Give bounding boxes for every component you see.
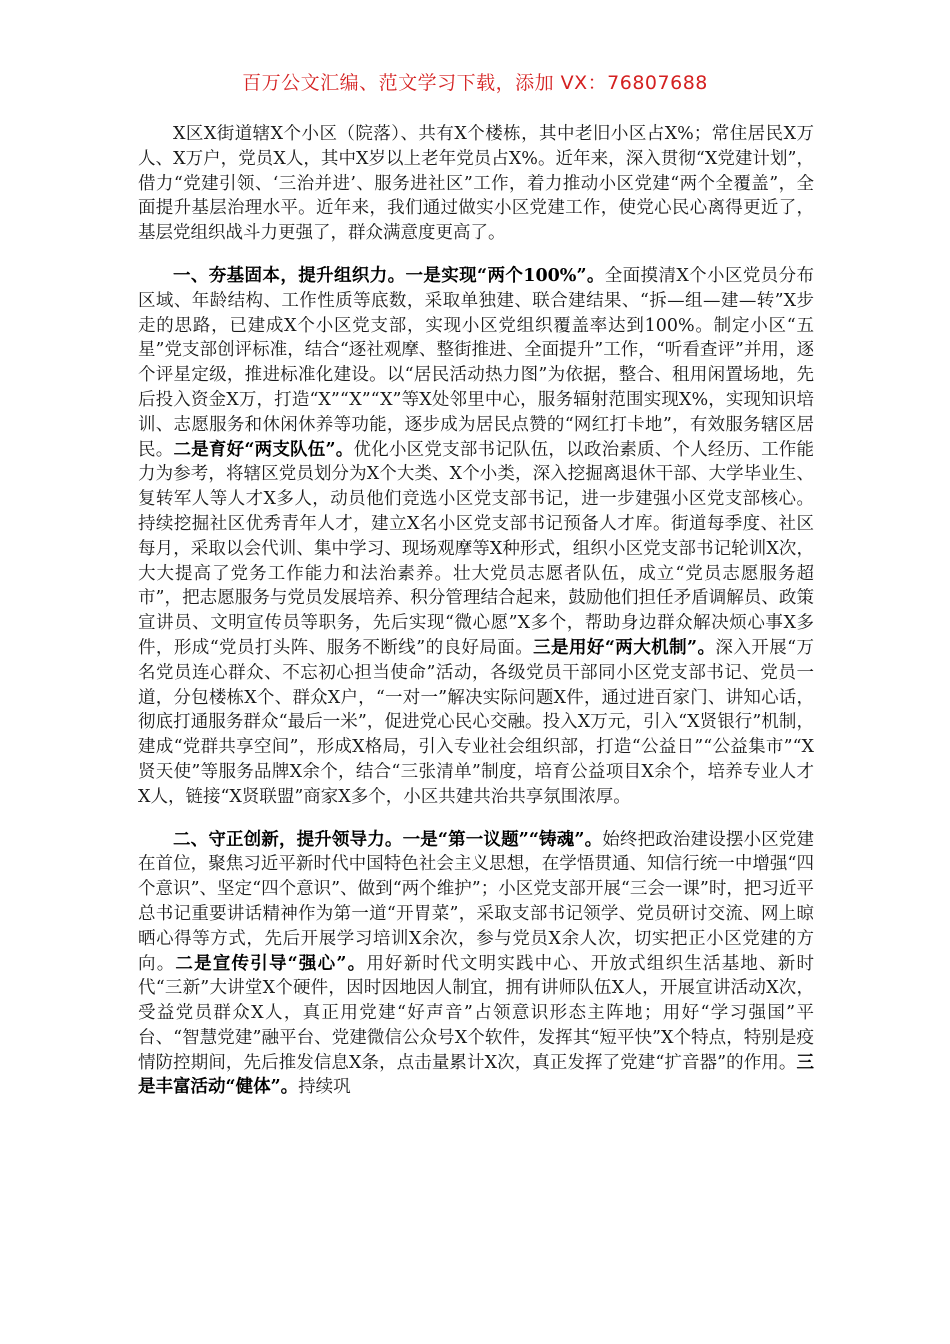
paragraph-text: 全面摸清X个小区党员分布区域、年龄结构、工作性质等底数，采取单独建、联合建结果、“拆—组—建—转”X步走的思路，已建成X个小区党支部，实现小区党组织覆盖率达到100%。制定小区“五星”党支部创评标准，结合“逐社观摩、整街推进、全面提升”工作，“听看查评”并用，逐个评星定级，推进标准化建设。以“居民活动热力图”为依据，整合、租用闲置场地，先后投入资金X万，打造“X”“X”“X”等X处邻里中心，服务辐射范围实现X%，实现知识培训、志愿服务和休闲休养等功能，逐步成为居民点赞的“网红打卡地”，有效服务辖区居民。 xyxy=(138,265,814,460)
paragraph-text: X区X街道辖X个小区（院落）、共有X个楼栋，其中老旧小区占X%；常住居民X万人、X万户，党员X人，其中X岁以上老年党员占X%。近年来，深入贯彻“X党建计划”，借力“党建引领、‘三治并进’、服务进社区”工作，着力推动小区党建“两个全覆盖”，全面提升基层治理水平。近年来，我们通过做实小区党建工作，使党心民心离得更近了，基层党组织战斗力更强了，群众满意度更高了。 xyxy=(138,124,814,244)
section-one-paragraph xyxy=(138,264,814,810)
watermark-header: 百万公文汇编、范文学习下载，添加 VX：76807688 xyxy=(242,72,708,94)
section-two-paragraph xyxy=(138,828,814,1101)
section-one-heading: 一、夯基固本，提升组织力。一是实现“两个100%”。 xyxy=(173,265,605,286)
subheading: 三是丰富活动“健体”。 xyxy=(138,1052,814,1098)
document-body xyxy=(138,122,814,1100)
subheading: 三是用好“两大机制”。 xyxy=(533,637,716,658)
subheading: 二是育好“两支队伍”。 xyxy=(173,439,354,460)
paragraph-text: 深入开展“万名党员连心群众、不忘初心担当使命”活动，各级党员干部同小区党支部书记、党员一道，分包楼栋X个、群众X户，“一对一”解决实际问题X件，通过进百家门、讲知心话，彻底打通服务群众“最后一米”，促进党心民心交融。投入X万元，引入“X贤银行”机制，建成“党群共享空间”，形成X格局，引入专业社会组织部，打造“公益日”“公益集市”“X贤天使”等服务品牌X余个，结合“三张清单”制度，培育公益项目X余个，培养专业人才X人，链接“X贤联盟”商家X多个，小区共建共治共享氛围浓厚。 xyxy=(138,637,814,807)
section-two-heading: 二、守正创新，提升领导力。一是“第一议题”“铸魂”。 xyxy=(173,829,603,850)
paragraph-text: 用好新时代文明实践中心、开放式组织生活基地、新时代“三新”大讲堂X个硬件，因时因地因人制宜，拥有讲师队伍X人，开展宣讲活动X次，受益党员群众X人，真正用党建“好声音”占领意识形态主阵地；用好“学习强国”平台、“智慧党建”融平台、党建微信公众号X个软件，发挥其“短平快”X个特点，特别是疫情防控期间，先后推发信息X条，点击量累计X次，真正发挥了党建“扩音器”的作用。 xyxy=(138,953,815,1073)
subheading: 二是宣传引导“强心”。 xyxy=(175,953,367,974)
intro-paragraph xyxy=(138,122,814,246)
paragraph-text: 持续巩 xyxy=(298,1077,351,1098)
paragraph-text: 优化小区党支部书记队伍，以政治素质、个人经历、工作能力为参考，将辖区党员划分为X个大类、X个小类，深入挖掘离退休干部、大学毕业生、复转军人等人才X多人，动员他们竞选小区党支部书记，进一步建强小区党支部核心。持续挖掘社区优秀青年人才，建立X名小区党支部书记预备人才库。街道每季度、社区每月，采取以会代训、集中学习、现场观摩等X种形式，组织小区党支部书记轮训X次，大大提高了党务工作能力和法治素养。壮大党员志愿者队伍，成立“党员志愿服务超市”，把志愿服务与党员发展培养、积分管理结合起来，鼓励他们担任矛盾调解员、政策宣讲员、文明宣传员等职务，先后实现“微心愿”X多个，帮助身边群众解决烦心事X多件，形成“党员打头阵、服务不断线”的良好局面。 xyxy=(138,439,815,658)
paragraph-text: 始终把政治建设摆小区党建在首位，聚焦习近平新时代中国特色社会主义思想，在学悟贯通、知信行统一中增强“四个意识”、坚定“四个意识”、做到“两个维护”；小区党支部开展“三会一课”时，把习近平总书记重要讲话精神作为第一道“开胃菜”，采取支部书记领学、党员研讨交流、网上晾晒心得等方式，先后开展学习培训X余次，参与党员X余人次，切实把正小区党建的方向。 xyxy=(138,829,815,974)
